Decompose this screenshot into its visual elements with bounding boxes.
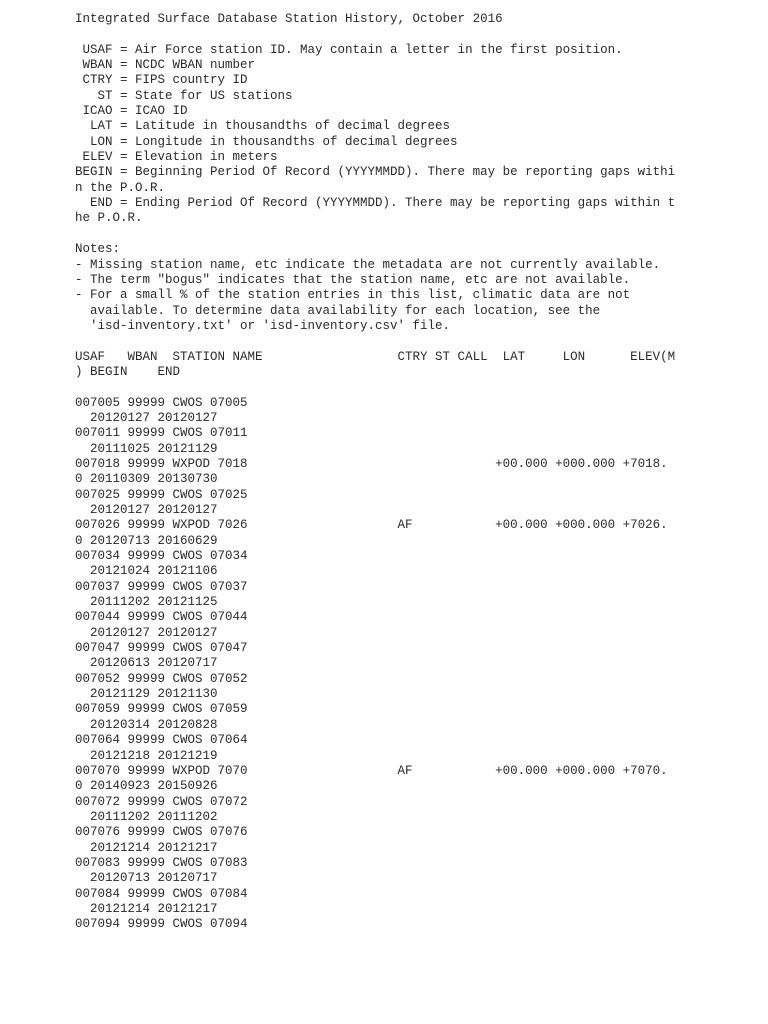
document-line: 007052 99999 CWOS 07052	[75, 671, 248, 686]
document-line: 20120713 20120717	[75, 871, 218, 886]
document-line: 007076 99999 CWOS 07076	[75, 825, 248, 840]
document-line: LAT = Latitude in thousandths of decimal degrees	[75, 119, 451, 134]
document-line: 007064 99999 CWOS 07064	[75, 733, 248, 748]
document-line: 007070 99999 WXPOD 7070 AF +00.000 +000.000 +7070.	[75, 763, 668, 778]
document-line: CTRY = FIPS country ID	[75, 73, 248, 88]
document-line: BEGIN = Beginning Period Of Record (YYYYMMDD). There may be reporting gaps withi	[75, 165, 676, 180]
document-line: 007025 99999 CWOS 07025	[75, 487, 248, 502]
document-line: 20111202 20121125	[75, 595, 218, 610]
document-line	[75, 380, 675, 395]
document-line: n the P.O.R.	[75, 180, 166, 195]
document-line: 20120127 20120127	[75, 503, 218, 517]
document-line: - The term "bogus" indicates that the station name, etc are not available.	[75, 272, 631, 287]
document-line: 20121129 20121130	[75, 687, 218, 702]
document-line: 20120613 20120717	[75, 656, 218, 671]
document-line	[75, 334, 675, 349]
document-line: 007072 99999 CWOS 07072	[75, 794, 248, 809]
document-line	[75, 27, 675, 42]
document-line: 20121024 20121106	[75, 564, 218, 579]
document-line: available. To determine data availability for each location, see the	[75, 303, 601, 318]
document-line: 0 20120713 20160629	[75, 533, 218, 548]
document-line: END = Ending Period Of Record (YYYYMMDD). There may be reporting gaps within t	[75, 196, 676, 211]
document-line: 20111202 20111202	[75, 809, 218, 824]
document-line: 20120314 20120828	[75, 717, 218, 732]
document-line: 20121214 20121217	[75, 901, 218, 916]
document-line: 007094 99999 CWOS 07094	[75, 917, 248, 932]
document-line: 007034 99999 CWOS 07034	[75, 549, 248, 564]
document-line: 007018 99999 WXPOD 7018 +00.000 +000.000 +7018.	[75, 456, 668, 471]
document-line: 007026 99999 WXPOD 7026 AF +00.000 +000.000 +7026.	[75, 518, 668, 533]
document-line: Notes:	[75, 242, 121, 257]
station-history-text	[75, 12, 675, 933]
document-line: 007047 99999 CWOS 07047	[75, 641, 248, 656]
document-line: LON = Longitude in thousandths of decimal degrees	[75, 134, 458, 149]
document-line: 0 20110309 20130730	[75, 472, 218, 487]
document-line: USAF WBAN STATION NAME CTRY ST CALL LAT LON ELEV(M	[75, 349, 676, 364]
document-line: 20120127 20120127	[75, 410, 218, 425]
document-line: he P.O.R.	[75, 211, 143, 226]
document-line: WBAN = NCDC WBAN number	[75, 58, 256, 73]
document-line: ELEV = Elevation in meters	[75, 150, 278, 165]
document-line: 20121214 20121217	[75, 840, 218, 855]
document-line: 20121218 20121219	[75, 748, 218, 763]
document-line: 007059 99999 CWOS 07059	[75, 702, 248, 717]
document-line: - For a small % of the station entries in this list, climatic data are not	[75, 288, 631, 303]
document-line: Integrated Surface Database Station History, October 2016	[75, 12, 503, 26]
document-line: ICAO = ICAO ID	[75, 104, 188, 119]
document-line: 20111025 20121129	[75, 441, 218, 456]
document-line	[75, 227, 675, 242]
document-line: ) BEGIN END	[75, 364, 181, 379]
document-line: 007044 99999 CWOS 07044	[75, 610, 248, 625]
document-line: 'isd-inventory.txt' or 'isd-inventory.csv' file.	[75, 318, 451, 333]
document-line: 007005 99999 CWOS 07005	[75, 395, 248, 410]
document-line: 0 20140923 20150926	[75, 779, 218, 794]
document-line: 007037 99999 CWOS 07037	[75, 579, 248, 594]
document-line: 007084 99999 CWOS 07084	[75, 886, 248, 901]
document-line: 20120127 20120127	[75, 625, 218, 640]
document-line: 007083 99999 CWOS 07083	[75, 855, 248, 870]
document-line: USAF = Air Force station ID. May contain a letter in the first position.	[75, 42, 623, 57]
document-line: ST = State for US stations	[75, 88, 293, 103]
document-line: - Missing station name, etc indicate the metadata are not currently available.	[75, 257, 661, 272]
document-line: 007011 99999 CWOS 07011	[75, 426, 248, 441]
